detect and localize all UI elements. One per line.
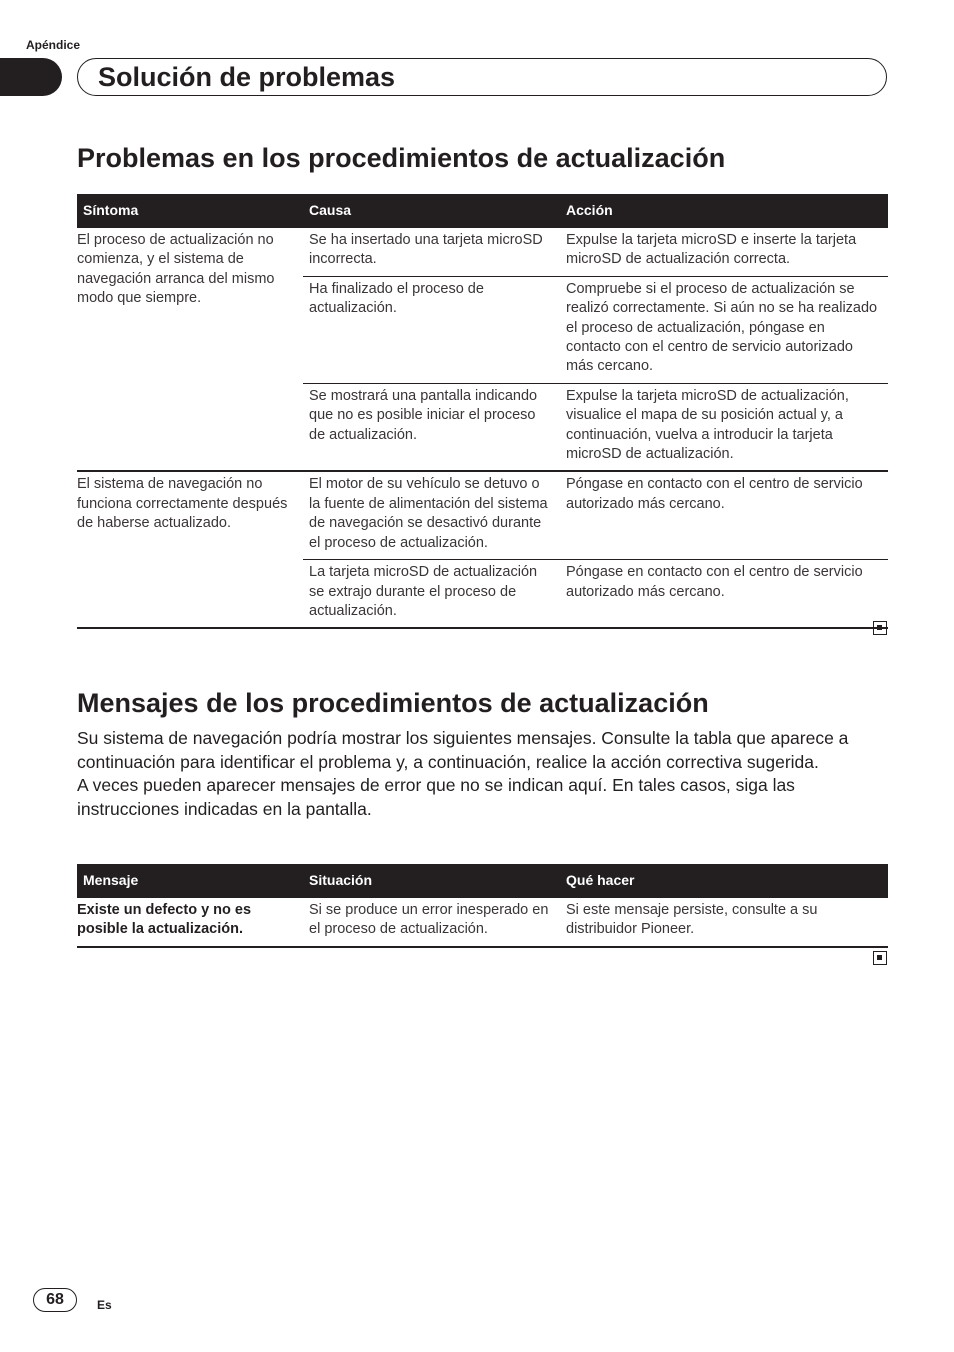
intro-paragraph: Su sistema de navegación podría mostrar los siguientes mensajes. Consulte la tabla que aparece a continuación para identificar el problema y, a continuación, realice la acción correctiva sugerida. bbox=[77, 728, 849, 772]
action-cell: Póngase en contacto con el centro de servicio autorizado más cercano. bbox=[560, 471, 888, 559]
column-header-message: Mensaje bbox=[77, 864, 303, 898]
section-end-icon bbox=[873, 621, 887, 635]
action-cell: Expulse la tarjeta microSD e inserte la tarjeta microSD de actualización correcta. bbox=[560, 228, 888, 276]
troubleshooting-heading: Problemas en los procedimientos de actualización bbox=[77, 143, 726, 173]
table-row bbox=[77, 898, 888, 947]
messages-heading: Mensajes de los procedimientos de actualización bbox=[77, 688, 709, 718]
column-header-situation: Situación bbox=[303, 864, 560, 898]
messages-intro bbox=[77, 727, 889, 821]
column-header-action: Acción bbox=[560, 194, 888, 228]
section-title: Solución de problemas bbox=[98, 62, 396, 92]
cause-cell: El motor de su vehículo se detuvo o la fuente de alimentación del sistema de navegación se desactivó durante el proceso de actualización. bbox=[303, 471, 560, 559]
symptom-cell: El proceso de actualización no comienza, y el sistema de navegación arranca del mismo modo que siempre. bbox=[77, 228, 303, 471]
situation-cell: Si se produce un error inesperado en el proceso de actualización. bbox=[303, 898, 560, 947]
appendix-label: Apéndice bbox=[26, 38, 81, 52]
intro-paragraph: A veces pueden aparecer mensajes de error que no se indican aquí. En tales casos, siga las instrucciones indicadas en la pantalla. bbox=[77, 775, 795, 819]
cause-cell: Se ha insertado una tarjeta microSD incorrecta. bbox=[303, 228, 560, 276]
table-header-row bbox=[77, 194, 888, 228]
column-header-symptom: Síntoma bbox=[77, 194, 303, 228]
cause-cell: Se mostrará una pantalla indicando que no es posible iniciar el proceso de actualización. bbox=[303, 383, 560, 471]
messages-table bbox=[77, 864, 888, 948]
cause-cell: Ha finalizado el proceso de actualización. bbox=[303, 276, 560, 383]
todo-cell: Si este mensaje persiste, consulte a su distribuidor Pioneer. bbox=[560, 898, 888, 947]
table-row bbox=[77, 228, 888, 276]
troubleshooting-table bbox=[77, 194, 888, 629]
column-header-todo: Qué hacer bbox=[560, 864, 888, 898]
message-cell: Existe un defecto y no es posible la actualización. bbox=[77, 898, 303, 947]
section-tab-marker bbox=[0, 58, 62, 96]
action-cell: Compruebe si el proceso de actualización se realizó correctamente. Si aún no se ha realizado el proceso de actualización, póngase en contacto con el centro de servicio autorizado más cercano. bbox=[560, 276, 888, 383]
language-label: Es bbox=[97, 1298, 112, 1312]
action-cell: Expulse la tarjeta microSD de actualización, visualice el mapa de su posición actual y, a continuación, vuelva a introducir la tarjeta microSD de actualización. bbox=[560, 383, 888, 471]
action-cell: Póngase en contacto con el centro de servicio autorizado más cercano. bbox=[560, 560, 888, 629]
table-header-row bbox=[77, 864, 888, 898]
page-number: 68 bbox=[33, 1288, 77, 1312]
section-end-icon bbox=[873, 951, 887, 965]
symptom-cell: El sistema de navegación no funciona correctamente después de haberse actualizado. bbox=[77, 471, 303, 628]
column-header-cause: Causa bbox=[303, 194, 560, 228]
cause-cell: La tarjeta microSD de actualización se extrajo durante el proceso de actualización. bbox=[303, 560, 560, 629]
table-row bbox=[77, 471, 888, 559]
